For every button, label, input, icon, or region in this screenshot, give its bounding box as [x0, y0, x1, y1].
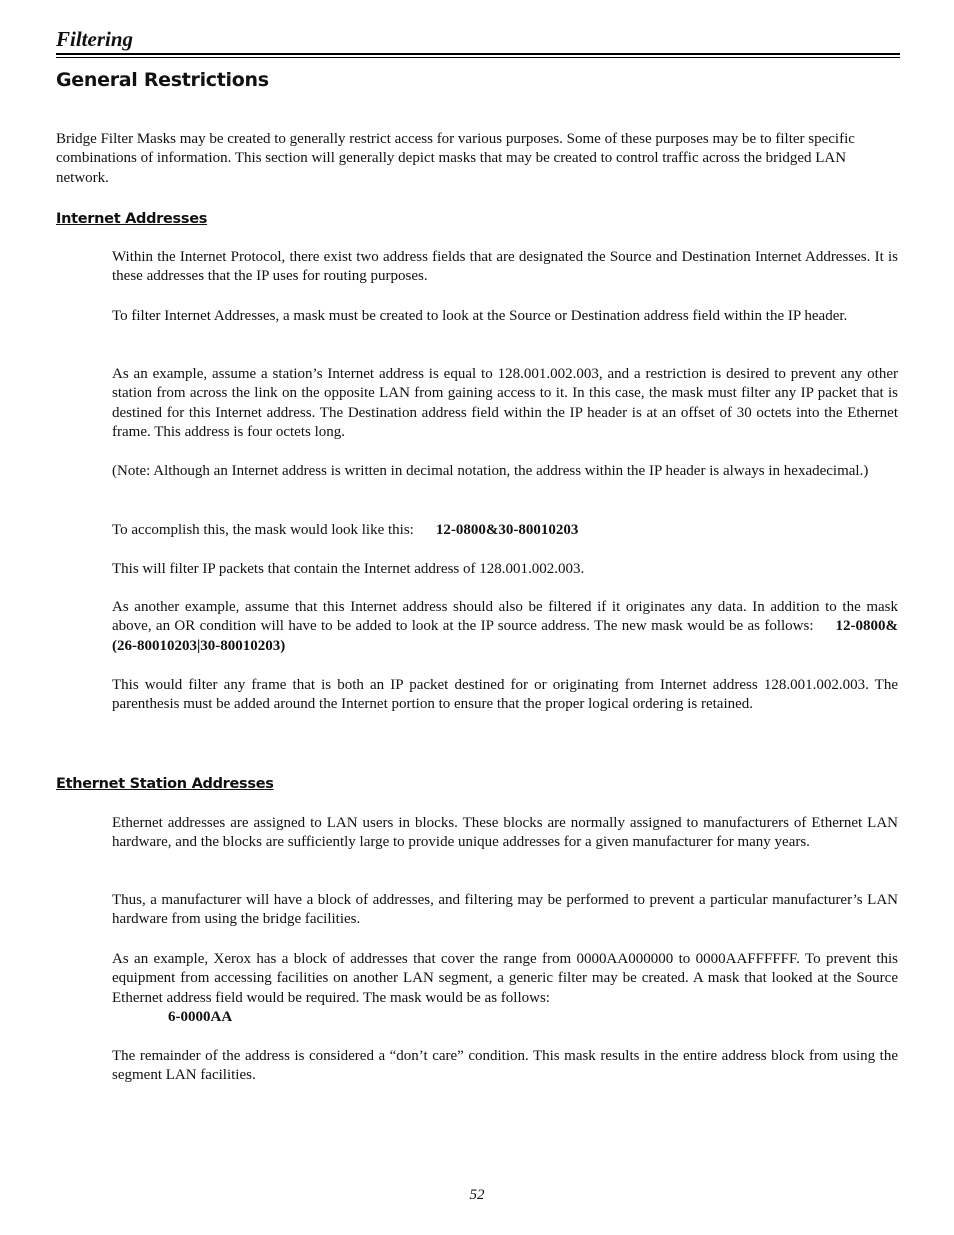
ethernet-paragraph-4: The remainder of the address is considered a “don’t care” condition. This mask results in the entire address block from using the segment LAN facilities.: [112, 1048, 898, 1084]
section-title: General Restrictions: [56, 69, 269, 91]
ethernet-station-addresses-heading: Ethernet Station Addresses: [56, 776, 274, 792]
mask-intro-text: To accomplish this, the mask would look like this:: [112, 522, 414, 538]
running-header-title: Filtering: [56, 27, 134, 51]
ethernet-paragraph-1: Ethernet addresses are assigned to LAN users in blocks. These blocks are normally assigned to manufacturers of Ethernet LAN hardware, and the blocks are sufficiently large to provide unique addresses for a given manufacturer for many years.: [112, 815, 898, 851]
ethernet-paragraph-3: As an example, Xerox has a block of addresses that cover the range from 0000AA000000 to 0000AAFFFFFF. To prevent this equipment from accessing facilities on another LAN segment, a generic filter may be created. A mask that looked at the Source Ethernet address field would be required. The mask would be as follows:: [112, 951, 898, 1006]
internet-addresses-heading: Internet Addresses: [56, 211, 208, 227]
internet-paragraph-3: As an example, assume a station’s Internet address is equal to 128.001.002.003, and a restriction is desired to prevent any other station from across the link on the opposite LAN from gaining access to it. In this case, the mask must filter any IP packet that is destined for this Internet address. The Destination address field within the IP header is at an offset of 30 octets into the Ethernet frame. This address is four octets long.: [112, 366, 898, 441]
page-number: 52: [469, 1187, 485, 1203]
internet-paragraph-7: [112, 598, 898, 656]
destination-mask: 12-0800&30-80010203: [435, 522, 579, 538]
internet-paragraph-6: This will filter IP packets that contain the Internet address of 128.001.002.003.: [112, 561, 585, 577]
header-rule-thick: [56, 53, 900, 55]
internet-note-paragraph: (Note: Although an Internet address is written in decimal notation, the address within the IP header is always in hexadecimal.): [112, 463, 869, 479]
internet-paragraph-5: [112, 521, 898, 540]
internet-paragraph-8: This would filter any frame that is both an IP packet destined for or originating from Internet address 128.001.002.003. The parenthesis must be added around the Internet portion to ensure that the proper logical ordering is retained.: [112, 677, 898, 713]
or-mask-intro-text: As another example, assume that this Internet address should also be filtered if it originates any data. In addition to the mask above, an OR condition will have to be added to look at the IP source address. The new mask would be as follows:: [112, 599, 898, 635]
header-rule-thin: [56, 57, 900, 58]
source-or-destination-mask: 12-0800&(26-80010203|30-80010203): [112, 618, 898, 654]
intro-paragraph: Bridge Filter Masks may be created to generally restrict access for various purposes. Some of these purposes may be to filter specific combinations of information. This section will generally depict masks that may be created to control traffic across the bridged LAN network.: [56, 131, 855, 186]
xerox-source-mask: 6-0000AA: [168, 1009, 233, 1025]
internet-paragraph-1: Within the Internet Protocol, there exist two address fields that are designated the Source and Destination Internet Addresses. It is these addresses that the IP uses for routing purposes.: [112, 249, 898, 285]
internet-paragraph-2: To filter Internet Addresses, a mask must be created to look at the Source or Destination address field within the IP header.: [112, 308, 848, 324]
ethernet-paragraph-2: Thus, a manufacturer will have a block of addresses, and filtering may be performed to prevent a particular manufacturer’s LAN hardware from using the bridge facilities.: [112, 892, 898, 928]
